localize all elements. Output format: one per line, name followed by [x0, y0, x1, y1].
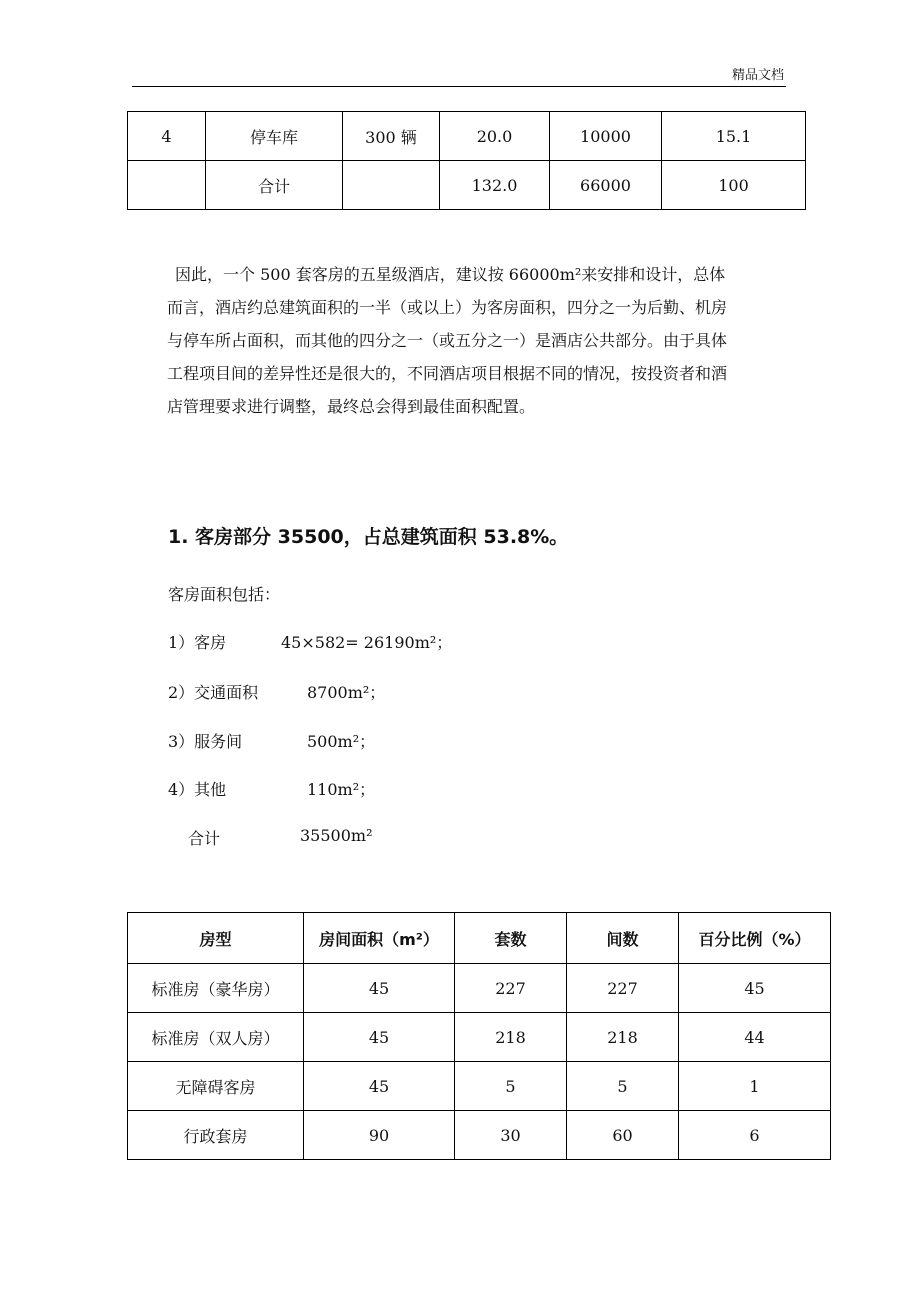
total-label: 合计: [188, 829, 221, 848]
list-item-value: 45×582= 26190m²；: [281, 633, 453, 652]
table-cell: 15.1: [662, 112, 806, 161]
table-cell: 无障碍客房: [128, 1062, 304, 1111]
table-header-row: [128, 913, 831, 964]
table-cell: 44: [679, 1013, 831, 1062]
table-cell: 227: [455, 964, 567, 1013]
table-cell: 30: [455, 1111, 567, 1160]
column-header: 房间面积（m²）: [304, 913, 455, 964]
table-cell: 132.0: [440, 161, 550, 210]
column-header: 套数: [455, 913, 567, 964]
table-cell: 合计: [206, 161, 343, 210]
table-cell: 66000: [550, 161, 662, 210]
table-cell: 5: [455, 1062, 567, 1111]
body-paragraph: [167, 258, 795, 423]
table-row: [128, 1111, 831, 1160]
list-item-label: 2）交通面积: [168, 683, 259, 702]
section-heading: 1. 客房部分 35500，占总建筑面积 53.8%。: [168, 526, 569, 548]
column-header: 间数: [567, 913, 679, 964]
list-item-value: 110m²；: [307, 780, 376, 799]
list-item-label: 4）其他: [168, 780, 227, 799]
header-rule: [132, 86, 786, 87]
table-cell: 227: [567, 964, 679, 1013]
table-cell: 45: [679, 964, 831, 1013]
table-row: [128, 1062, 831, 1111]
room-types-table: [127, 912, 831, 1160]
column-header: 百分比例（%）: [679, 913, 831, 964]
paragraph-line: 而言，酒店约总建筑面积的一半（或以上）为客房面积，四分之一为后勤、机房: [167, 298, 728, 317]
table-cell: 标准房（双人房）: [128, 1013, 304, 1062]
paragraph-line: 店管理要求进行调整，最终总会得到最佳面积配置。: [167, 397, 536, 416]
table-cell: 标准房（豪华房）: [128, 964, 304, 1013]
table-cell: 218: [567, 1013, 679, 1062]
table-cell: 5: [567, 1062, 679, 1111]
table-cell: 45: [304, 964, 455, 1013]
list-item-label: 3）服务间: [168, 732, 243, 751]
table-cell: 45: [304, 1062, 455, 1111]
table-cell: 行政套房: [128, 1111, 304, 1160]
table-cell: [343, 161, 440, 210]
column-header: 房型: [128, 913, 304, 964]
table-cell: 4: [128, 112, 206, 161]
list-item-value: 500m²；: [307, 732, 376, 751]
list-item-label: 1）客房: [168, 633, 227, 652]
table-row: [128, 161, 806, 210]
table-cell: 90: [304, 1111, 455, 1160]
table-cell: 停车库: [206, 112, 343, 161]
table-cell: 60: [567, 1111, 679, 1160]
table-cell: 45: [304, 1013, 455, 1062]
table-cell: [128, 161, 206, 210]
table-cell: 20.0: [440, 112, 550, 161]
paragraph-line: 工程项目间的差异性还是很大的，不同酒店项目根据不同的情况，按投资者和酒: [167, 364, 728, 383]
table-cell: 100: [662, 161, 806, 210]
paragraph-line: 因此，一个 500 套客房的五星级酒店，建议按 66000m²来安排和设计，总体: [175, 265, 726, 284]
table-cell: 218: [455, 1013, 567, 1062]
table-cell: 10000: [550, 112, 662, 161]
list-item-value: 8700m²；: [307, 683, 386, 702]
table-cell: 300 辆: [343, 112, 440, 161]
paragraph-line: 与停车所占面积，而其他的四分之一（或五分之一）是酒店公共部分。由于具体: [167, 331, 728, 350]
section-intro: 客房面积包括：: [168, 585, 281, 604]
header-label: 精品文档: [732, 68, 785, 83]
table-row: [128, 112, 806, 161]
area-summary-table: [127, 111, 806, 210]
table-cell: 1: [679, 1062, 831, 1111]
table-row: [128, 964, 831, 1013]
table-cell: 6: [679, 1111, 831, 1160]
table-row: [128, 1013, 831, 1062]
total-value: 35500m²: [300, 826, 373, 845]
